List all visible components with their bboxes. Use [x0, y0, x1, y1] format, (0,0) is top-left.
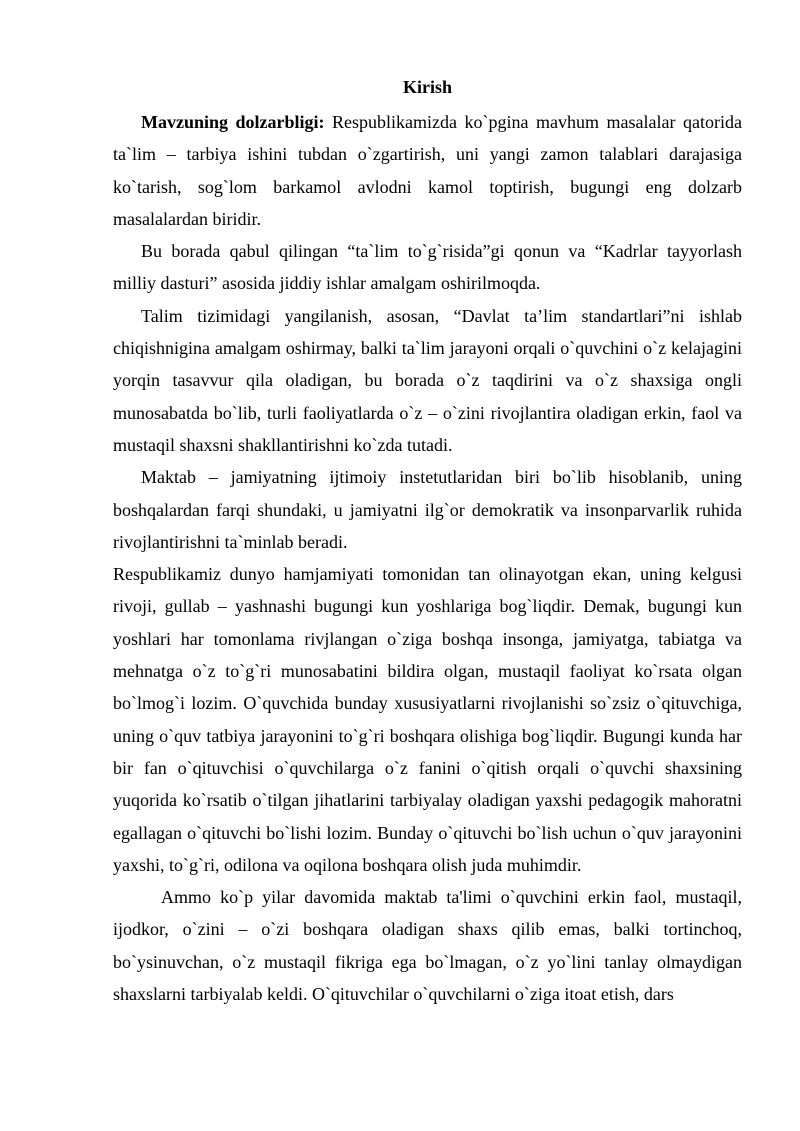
- paragraph-school: Maktab – jamiyatning ijtimoiy instetutlaridan biri bo`lib hisoblanib, uning boshqalardan farqi shundaki, u jamiyatni ilg`or demokratik va insonparvarlik ruhida rivojlantirishni ta`minlab beradi.: [113, 467, 742, 552]
- document-title: Kirish: [402, 77, 452, 97]
- paragraph-lead-relevance: Mavzuning dolzarbligi:: [141, 112, 325, 132]
- paragraph-education-reform: Talim tizimidagi yangilanish, asosan, “Davlat ta’lim standartlari”ni ishlab chiqishnigina amalgam oshirmay, balki ta`lim jarayoni orqali o`quvchini o`z kelajagini yorqin tasavvur qila oladigan, bu borada o`z taqdirini va o`z shaxsiga ongli munosabatda bo`lib, turli faoliyatlarda o`z – o`zini rivojlantira oladigan erkin, faol va mustaqil shaxsni shakllantirishni ko`zda tutadi.: [113, 305, 742, 455]
- paragraph-youth: Respublikamiz dunyo hamjamiyati tomonidan tan olinayotgan ekan, uning kelgusi rivoji, gullab – yashnashi bugungi kun yoshlariga bog`liqdir. Demak, bugungi kun yoshlari har tomonlama rivjlangan o`ziga boshqa insonga, jamiyatga, tabiatga va mehnatga o`z to`g`ri munosabatini bildira olgan, mustaqil faoliyat ko`rsata olgan bo`lmog`i lozim. O`quvchida bunday xususiyatlarni rivojlanishi so`zsiz o`qituvchiga, uning o`quv tatbiya jarayonini to`g`ri boshqara olishiga bog`liqdir. Bugungi kunda har bir fan o`qituvchisi o`quvchilarga o`z fanini o`qitish orqali o`quvchi shaxsining yuqorida ko`rsatib o`tilgan jihatlarini tarbiyalay oladigan yaxshi pedagogik mahoratni egallagan o`qituvchi bo`lishi lozim. Bunday o`qituvchi bo`lish uchun o`quv jarayonini yaxshi, to`g`ri, odilona va oqilona boshqara olish juda muhimdir.: [113, 564, 742, 875]
- paragraph-however: Ammo ko`p yilar davomida maktab ta'limi o`quvchini erkin faol, mustaqil, ijodkor, o`zini – o`zi boshqara oladigan shaxs qilib emas, balki tortinchoq, bo`ysinuvchan, o`z mustaqil fikriga ega bo`lmagan, o`z yo`lini tanlay olmaydigan shaxslarni tarbiyalab keldi. O`qituvchilar o`quvchilarni o`ziga itoat etish, dars: [113, 887, 742, 1005]
- paragraph-relevance: [113, 106, 742, 235]
- paragraph-law: Bu borada qabul qilingan “ta`lim to`g`risida”gi qonun va “Kadrlar tayyorlash milliy dasturi” asosida jiddiy ishlar amalgam oshirilmoqda.: [113, 241, 742, 294]
- document-page: [113, 72, 742, 1010]
- paragraph-text-relevance: Respublikamizda ko`pgina mavhum masalalar qatorida ta`lim – tarbiya ishini tubdan o`zgartirish, uni yangi zamon talablari darajasiga ko`tarish, sog`lom barkamol avlodni kamol toptirish, bugungi eng dolzarb masalalardan biridir.: [113, 112, 742, 229]
